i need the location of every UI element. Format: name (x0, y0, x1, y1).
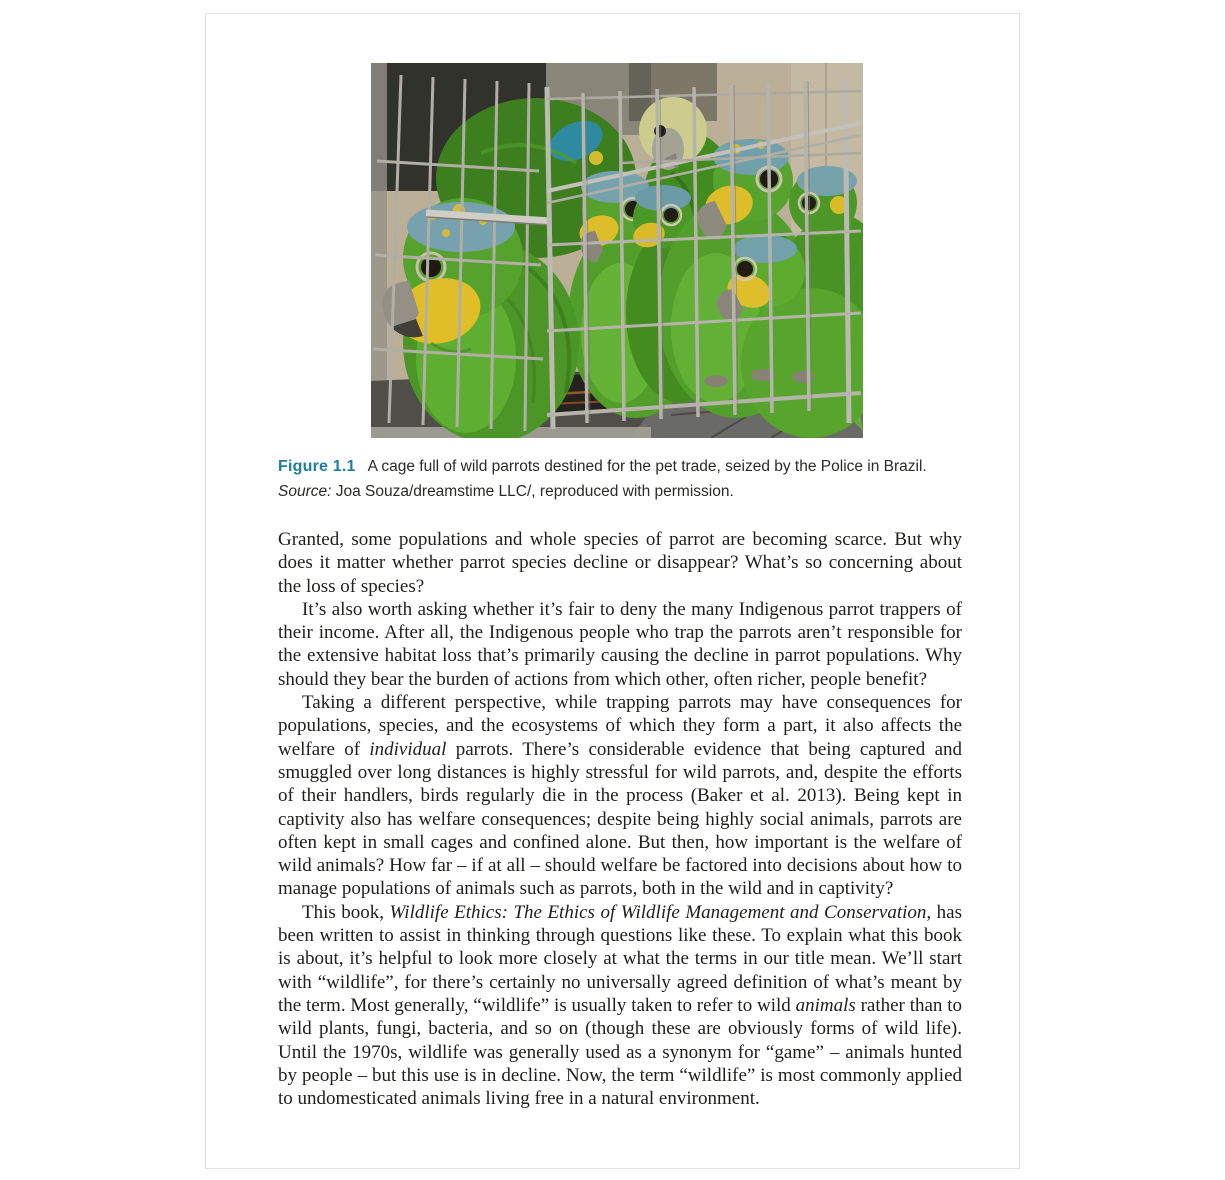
book-page (205, 13, 1020, 1169)
figure-source-line (278, 479, 964, 504)
figure-label: Figure 1.1 (278, 458, 356, 475)
paragraph: This book, Wildlife Ethics: The Ethics of Wildlife Management and Conservation, has been written to assist in thinking through questions like these. To explain what this book is about, it’s helpful to look more closely at what the terms in our title mean. We’ll start with “wildlife”, for there’s certainly no universally agreed definition of what’s meant by the term. Most generally, “wildlife” is usually taken to refer to wild animals rather than to wild plants, fungi, bacteria, and so on (though these are obviously forms of wild life). Until the 1970s, wildlife was generally used as a synonym for “game” – animals hunted by people – but this use is in decline. Now, the term “wildlife” is most commonly applied to undomesticated animals living free in a natural environment. (278, 901, 962, 1110)
figure-source-text: Joa Souza/dreamstime LLC/, reproduced with permission. (331, 483, 734, 500)
figure-caption (278, 454, 964, 504)
paragraph: It’s also worth asking whether it’s fair to deny the many Indigenous parrot trappers of their income. After all, the Indigenous people who trap the parrots aren’t responsible for the extensive habitat loss that’s primarily causing the decline in parrot populations. Why should they bear the burden of actions from which other, often richer, people benefit? (278, 598, 962, 690)
parrot-cage-photo (371, 63, 863, 438)
paragraph: Granted, some populations and whole species of parrot are becoming scarce. But why does it matter whether parrot species decline or disappear? What’s so concerning about the loss of species? (278, 529, 962, 597)
paragraph: Taking a different perspective, while trapping parrots may have consequences for populations, species, and the ecosystems of which they form a part, it also affects the welfare of individual parrots. There’s considerable evidence that being captured and smuggled over long distances is highly stressful for wild parrots, and, despite the efforts of their handlers, birds regularly die in the process (Baker et al. 2013). Being kept in captivity also has welfare consequences; despite being highly social animals, parrots are often kept in small cages and confined alone. But then, how important is the welfare of wild animals? How far – if at all – should welfare be factored into decisions about how to manage populations of animals such as parrots, both in the wild and in captivity? (278, 692, 963, 900)
body-text (278, 528, 962, 1110)
figure-source-label: Source: (278, 483, 332, 500)
parrot-cage-illustration (371, 63, 863, 438)
figure-caption-text: A cage full of wild parrots destined for the pet trade, seized by the Police in Brazil. (367, 458, 927, 475)
